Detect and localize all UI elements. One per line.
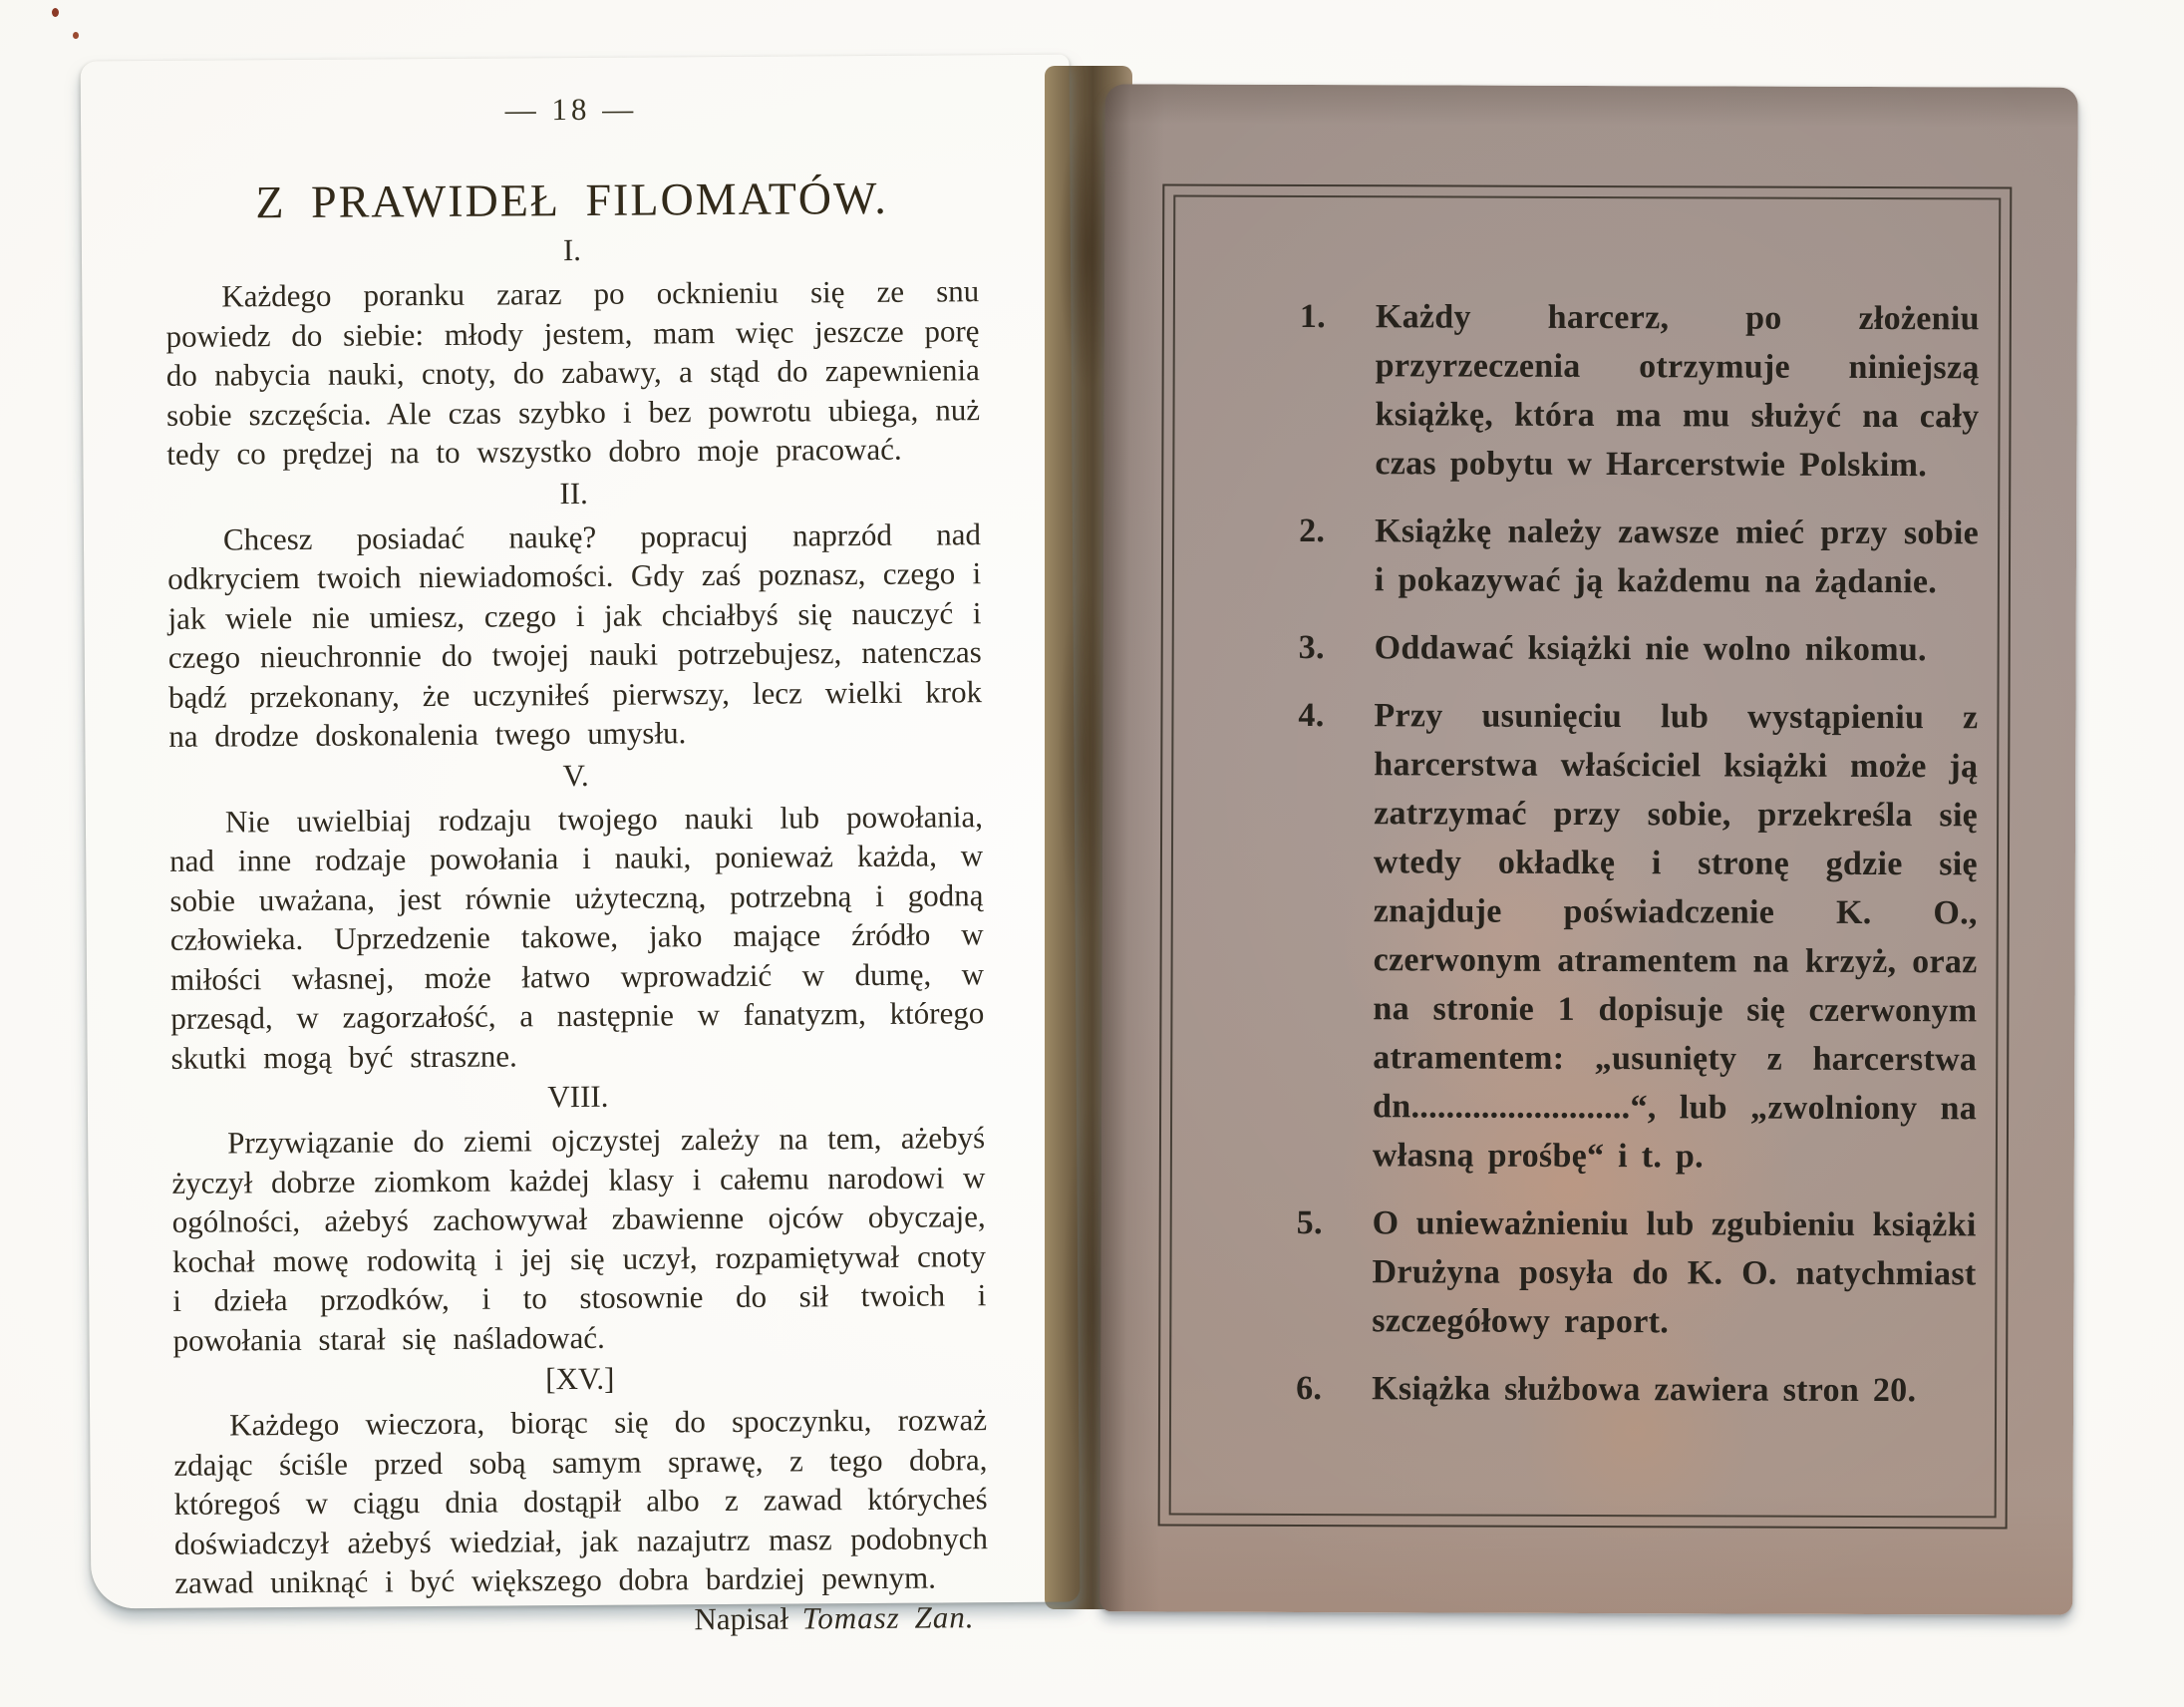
rule-number: 5. [1296, 1203, 1323, 1242]
rule-text: O unieważnieniu lub zgubieniu książki Drużyna posyła do K. O. natychmiast szczegółowy raport. [1372, 1204, 1977, 1341]
rule-item-4 [1297, 691, 1979, 1182]
attribution-author: Tomasz Zan. [801, 1598, 975, 1635]
left-page [81, 55, 1081, 1636]
rule-text: Książka służbowa zawiera stron 20. [1372, 1370, 1917, 1410]
attribution-label: Napisał [694, 1599, 802, 1636]
left-page-content [81, 55, 1081, 1636]
right-page-cover [1099, 84, 2077, 1614]
attribution-line [174, 1599, 988, 1641]
section-heading-15: [XV.] [545, 1360, 615, 1397]
scan-speck [73, 32, 79, 39]
scan-speck [52, 8, 59, 17]
page-title: Z PRAWIDEŁ FILOMATÓW. [255, 171, 888, 228]
section-paragraph-5: Nie uwielbiaj rodzaju twojego nauki lub powołania, nad inne rodzaje powołania i nauki, ponieważ każda, w sobie uważana, jest równie użyteczną, potrzebną i godną człowieka. Uprzedzenie takowe, jako mające źródło w miłości własnej, może łatwo wprowadzić w dumę, w przesąd, w zagorzałość, a następnie w fanatyzm, którego skutki mogą być straszne. [169, 798, 985, 1076]
rule-text: Oddawać książki nie wolno nikomu. [1374, 629, 1927, 669]
section-paragraph-2: Chcesz posiadać naukę? popracuj naprzód nad odkryciem twoich niewiadomości. Gdy zaś poznasz, czego i jak wiele nie umiesz, czego i jak chciałbyś się nauczyć i czego nieuchronnie do twojej nauki potrzebujesz, natenczas bądź przekonany, że uczyniłeś pierwszy, lecz wielki krok na drodze doskonalenia twego umysłu. [167, 515, 983, 754]
section-heading-5: V. [562, 757, 589, 793]
rule-text: Każdy harcerz, po złożeniu przyrzeczenia otrzymuje niniejszą książkę, która ma mu służyć na cały czas pobytu w Harcerstwie Polskim. [1375, 298, 1980, 485]
section-heading-1: I. [562, 231, 582, 268]
section-heading-8: VIII. [547, 1078, 609, 1115]
rule-item-3 [1299, 623, 1979, 674]
section-paragraph-15: Każdego wieczora, biorąc się do spoczynku, rozważ zdając ściśle przed sobą samym sprawę, z tego dobra, któregoś w ciągu dnia dostąpił albo z zawad którycheś doświadczył ażebyś wiedział, jak nazajutrz masz podobnych zawad uniknąć i być większego dobra bardziej pewnym. [173, 1402, 989, 1600]
rule-number: 6. [1296, 1369, 1323, 1408]
rule-number: 4. [1298, 696, 1325, 735]
rule-item-2 [1299, 507, 1979, 606]
rules-list [1296, 292, 1980, 1434]
rule-number: 2. [1299, 512, 1326, 550]
section-heading-2: II. [559, 475, 588, 511]
rule-item-6 [1296, 1364, 1976, 1415]
rule-item-5 [1296, 1198, 1977, 1347]
page-number: — 18 — [504, 91, 638, 128]
rule-item-1 [1299, 292, 1980, 490]
rule-text: Przy usunięciu lub wystąpieniu z harcerstwa właściciel książki może ją zatrzymać przy sobie, przekreśla się wtedy okładkę i stronę gdzie się znajduje poświadczenie K. O., czerwonym atramentem na krzyż, oraz na stronie 1 dopisuje się czerwonym atramentem: „usunięty z harcerstwa dn.........................“, lub „zwolniony na własną prośbę“ i t. p. [1372, 697, 1979, 1176]
rule-number: 1. [1299, 297, 1327, 336]
section-paragraph-8: Przywiązanie do ziemi ojczystej zależy na tem, ażebyś życzył dobrze ziomkom każdej klasy i całemu narodowi w ogólności, ażebyś zachowywał zbawienne ojców obyczaje, kochał mowę rodowitą i jej się uczył, rozpamiętywał cnoty i dzieła przodków, i to stosownie do sił twoich i powołania starał się naśladować. [171, 1120, 987, 1358]
rule-number: 3. [1298, 628, 1325, 667]
section-paragraph-1: Każdego poranku zaraz po ocknieniu się ze snu powiedz do siebie: młody jestem, mam więc jeszcze porę do nabycia nauki, cnoty, do zabawy, a stąd do zapewnienia sobie szczęścia. Ale czas szybko i bez powrotu ubiega, nuż tedy co prędzej na to wszystko dobro moje pracować. [165, 273, 981, 472]
rule-text: Książkę należy zawsze mieć przy sobie i pokazywać ją każdemu na żądanie. [1374, 512, 1980, 601]
